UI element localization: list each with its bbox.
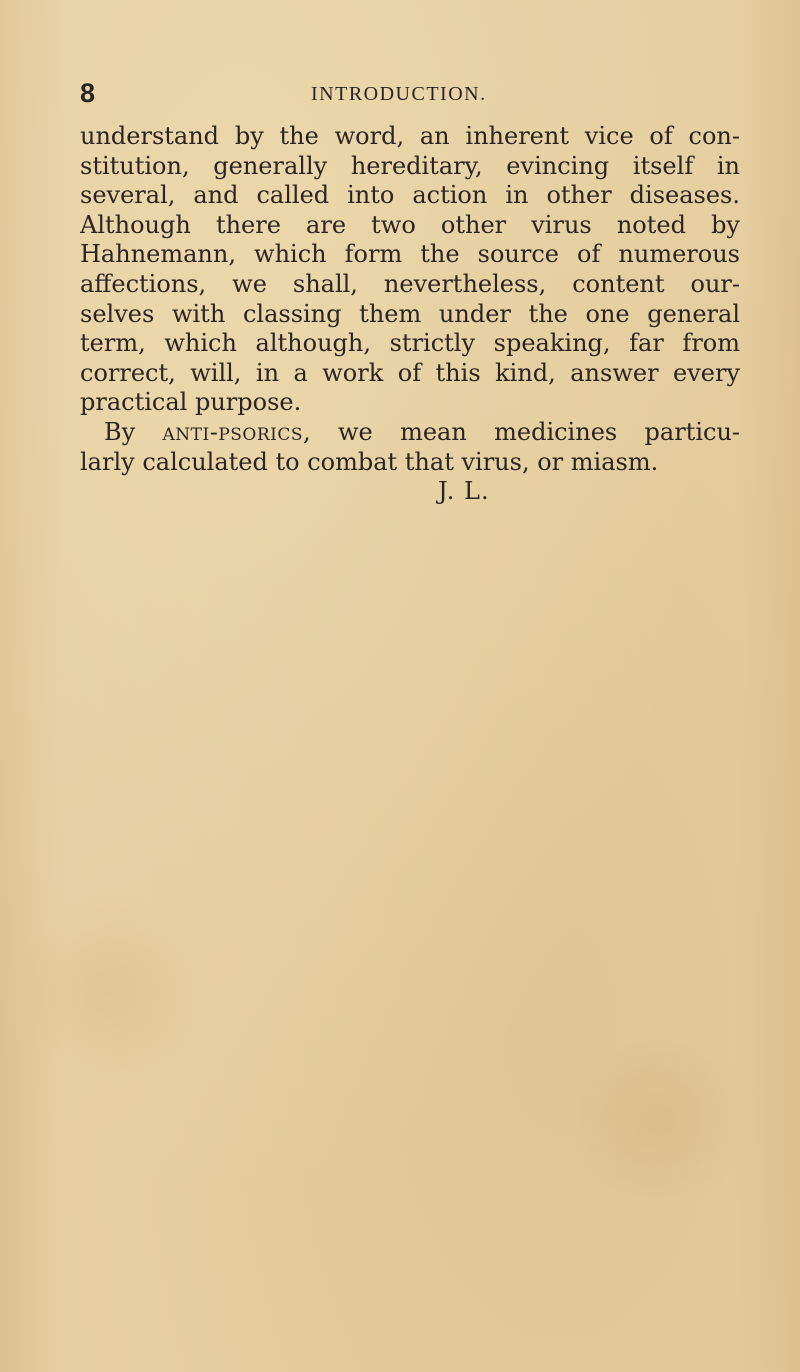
text-line: understand by the word, an inherent vice of con- — [80, 122, 740, 150]
text-line: larly calculated to combat that virus, or miasm. — [80, 447, 659, 476]
running-head-title: INTRODUCTION. — [311, 83, 487, 105]
body-text — [80, 122, 740, 507]
text-line: affections, we shall, nevertheless, content our- — [80, 269, 740, 298]
text-line: practical purpose. — [80, 388, 302, 417]
running-head — [80, 78, 740, 108]
text-line: term, which although, strictly speaking, far from — [80, 329, 740, 358]
text-line: correct, will, in a work of this kind, answer every — [80, 358, 740, 387]
paragraph-two-first-line — [80, 418, 740, 448]
paragraph-rest: , we mean medicines particu- — [303, 417, 740, 446]
text-line: stitution, generally hereditary, evincing itself in — [80, 151, 740, 180]
text-line: Hahnemann, which form the source of numerous — [80, 240, 740, 269]
text-line: selves with classing them under the one general — [80, 299, 740, 328]
text-line: Although there are two other virus noted by — [80, 210, 740, 239]
term-anti-psorics: anti-psorics — [162, 417, 304, 446]
paper-stain — [560, 1040, 760, 1200]
signature: J. L. — [438, 477, 490, 506]
paragraph-lead: By — [104, 417, 163, 446]
page-number: 8 — [80, 78, 96, 108]
paper-stain — [20, 880, 200, 1100]
text-line: several, and called into action in other diseases. — [80, 181, 740, 210]
